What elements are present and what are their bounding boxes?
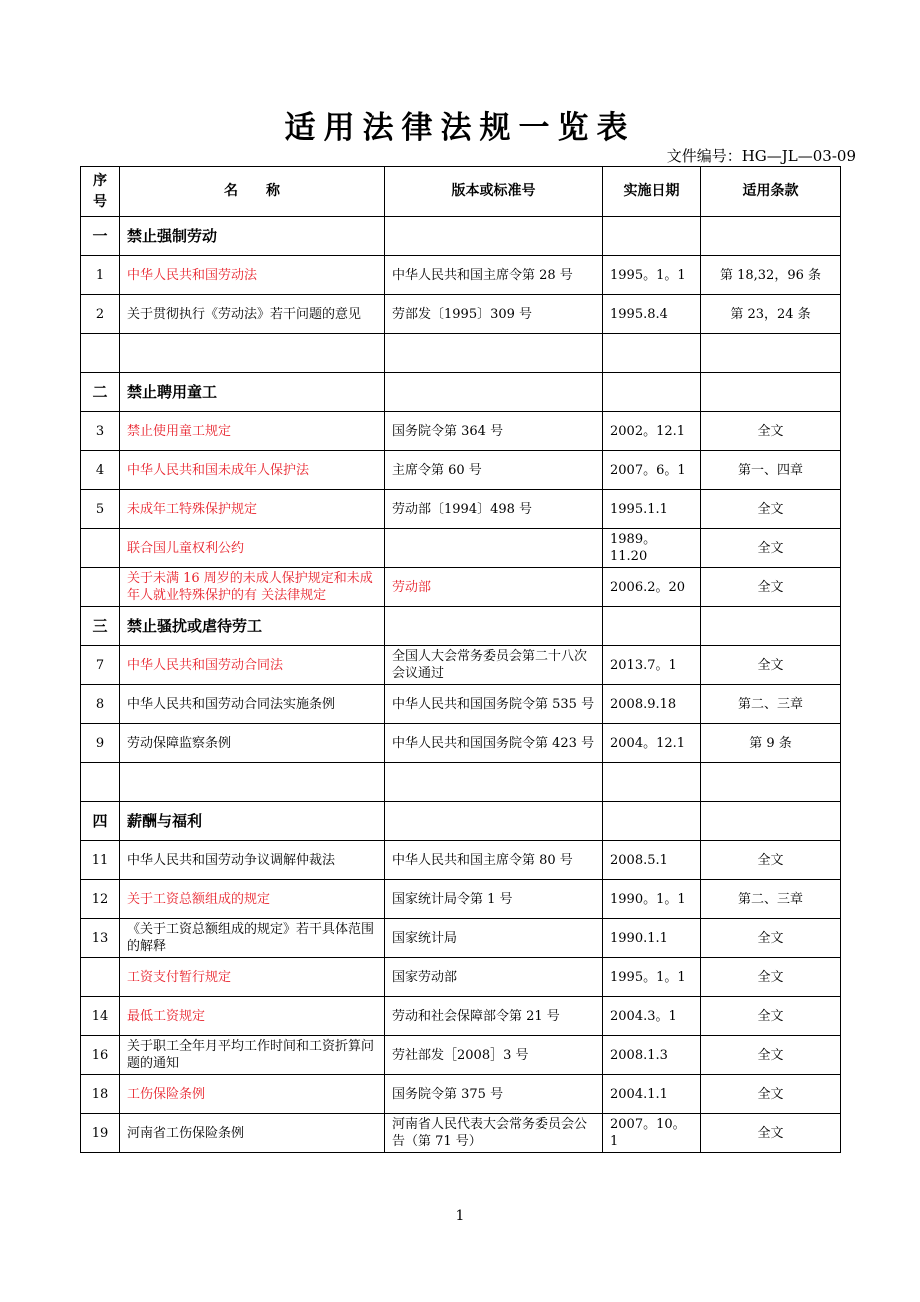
cell-date (603, 763, 701, 802)
table-row (81, 256, 841, 295)
cell-name: 《关于工资总额组成的规定》若干具体范围的解释 (120, 919, 385, 958)
cell-seq: 4 (81, 451, 120, 490)
cell-name: 禁止强制劳动 (120, 217, 385, 256)
cell-clause: 全文 (701, 997, 841, 1036)
cell-clause: 第 9 条 (701, 724, 841, 763)
cell-name: 禁止使用童工规定 (120, 412, 385, 451)
cell-date (603, 802, 701, 841)
cell-clause: 全文 (701, 841, 841, 880)
cell-date: 1995。1。1 (603, 958, 701, 997)
cell-name: 禁止骚扰或虐待劳工 (120, 607, 385, 646)
cell-clause: 第二、三章 (701, 685, 841, 724)
cell-name: 中华人民共和国未成年人保护法 (120, 451, 385, 490)
cell-version: 劳社部发［2008］3 号 (385, 1036, 603, 1075)
table-row (81, 1114, 841, 1153)
cell-date (603, 607, 701, 646)
cell-seq: 3 (81, 412, 120, 451)
cell-version: 中华人民共和国国务院令第 423 号 (385, 724, 603, 763)
cell-date (603, 373, 701, 412)
cell-clause (701, 607, 841, 646)
cell-clause: 全文 (701, 1114, 841, 1153)
cell-clause: 第一、四章 (701, 451, 841, 490)
cell-seq: 14 (81, 997, 120, 1036)
cell-seq: 19 (81, 1114, 120, 1153)
cell-version: 中华人民共和国主席令第 28 号 (385, 256, 603, 295)
cell-version: 劳动部 (385, 568, 603, 607)
cell-name: 最低工资规定 (120, 997, 385, 1036)
cell-date: 2002。12.1 (603, 412, 701, 451)
table-row (81, 997, 841, 1036)
cell-seq: 9 (81, 724, 120, 763)
cell-version: 国家统计局令第 1 号 (385, 880, 603, 919)
cell-date: 2008.9.18 (603, 685, 701, 724)
cell-clause: 全文 (701, 568, 841, 607)
cell-seq: 四 (81, 802, 120, 841)
cell-version (385, 607, 603, 646)
section-row (81, 373, 841, 412)
cell-version (385, 217, 603, 256)
cell-version: 劳动部〔1994〕498 号 (385, 490, 603, 529)
cell-clause (701, 217, 841, 256)
cell-clause: 全文 (701, 958, 841, 997)
header-clause: 适用条款 (701, 167, 841, 217)
table-row (81, 490, 841, 529)
table-row (81, 295, 841, 334)
cell-clause: 全文 (701, 412, 841, 451)
cell-seq: 7 (81, 646, 120, 685)
cell-seq (81, 763, 120, 802)
cell-date (603, 217, 701, 256)
cell-name: 关于职工全年月平均工作时间和工资折算问题的通知 (120, 1036, 385, 1075)
cell-date: 2008.5.1 (603, 841, 701, 880)
cell-clause: 第二、三章 (701, 880, 841, 919)
cell-seq: 5 (81, 490, 120, 529)
cell-version: 国家统计局 (385, 919, 603, 958)
cell-seq (81, 958, 120, 997)
table-row (81, 880, 841, 919)
cell-date: 1990。1。1 (603, 880, 701, 919)
cell-seq (81, 529, 120, 568)
cell-clause (701, 802, 841, 841)
table-row (81, 412, 841, 451)
cell-name: 中华人民共和国劳动争议调解仲裁法 (120, 841, 385, 880)
table-row (81, 763, 841, 802)
cell-version: 劳部发〔1995〕309 号 (385, 295, 603, 334)
header-version: 版本或标准号 (385, 167, 603, 217)
cell-name: 关于贯彻执行《劳动法》若干问题的意见 (120, 295, 385, 334)
cell-name: 中华人民共和国劳动合同法 (120, 646, 385, 685)
cell-name: 关于工资总额组成的规定 (120, 880, 385, 919)
cell-seq: 三 (81, 607, 120, 646)
table-row (81, 724, 841, 763)
header-name: 名 称 (120, 167, 385, 217)
table-row (81, 529, 841, 568)
cell-clause (701, 373, 841, 412)
cell-version: 河南省人民代表大会常务委员会公告（第 71 号） (385, 1114, 603, 1153)
cell-date: 1990.1.1 (603, 919, 701, 958)
cell-clause: 第 18,32，96 条 (701, 256, 841, 295)
cell-version (385, 763, 603, 802)
cell-seq: 12 (81, 880, 120, 919)
cell-clause: 全文 (701, 646, 841, 685)
cell-version (385, 529, 603, 568)
table-row (81, 568, 841, 607)
header-seq: 序号 (81, 167, 120, 217)
cell-clause: 全文 (701, 919, 841, 958)
cell-version: 国务院令第 375 号 (385, 1075, 603, 1114)
table-row (81, 1036, 841, 1075)
cell-version: 全国人大会常务委员会第二十八次会议通过 (385, 646, 603, 685)
cell-name (120, 763, 385, 802)
cell-clause: 全文 (701, 1075, 841, 1114)
cell-date: 1989。11.20 (603, 529, 701, 568)
section-row (81, 802, 841, 841)
table-row (81, 841, 841, 880)
cell-name: 工伤保险条例 (120, 1075, 385, 1114)
section-row (81, 217, 841, 256)
cell-name: 河南省工伤保险条例 (120, 1114, 385, 1153)
cell-name: 禁止聘用童工 (120, 373, 385, 412)
cell-date: 2007。10。1 (603, 1114, 701, 1153)
cell-seq: 一 (81, 217, 120, 256)
cell-date (603, 334, 701, 373)
cell-version: 国务院令第 364 号 (385, 412, 603, 451)
cell-version: 劳动和社会保障部令第 21 号 (385, 997, 603, 1036)
cell-seq: 二 (81, 373, 120, 412)
cell-date: 1995。1。1 (603, 256, 701, 295)
cell-date: 2004。12.1 (603, 724, 701, 763)
cell-version (385, 373, 603, 412)
cell-name: 中华人民共和国劳动合同法实施条例 (120, 685, 385, 724)
table-row (81, 919, 841, 958)
cell-date: 2007。6。1 (603, 451, 701, 490)
header-date: 实施日期 (603, 167, 701, 217)
cell-date: 2013.7。1 (603, 646, 701, 685)
cell-seq (81, 334, 120, 373)
cell-clause (701, 334, 841, 373)
table-row (81, 646, 841, 685)
table-header-row (81, 167, 841, 217)
cell-clause: 第 23，24 条 (701, 295, 841, 334)
cell-name: 工资支付暂行规定 (120, 958, 385, 997)
cell-name: 中华人民共和国劳动法 (120, 256, 385, 295)
cell-seq: 2 (81, 295, 120, 334)
section-row (81, 607, 841, 646)
cell-version: 中华人民共和国国务院令第 535 号 (385, 685, 603, 724)
document-number: 文件编号：HG—JL—03-09 (666, 147, 856, 165)
cell-date: 2004.1.1 (603, 1075, 701, 1114)
cell-date: 1995.1.1 (603, 490, 701, 529)
cell-name: 劳动保障监察条例 (120, 724, 385, 763)
cell-seq: 16 (81, 1036, 120, 1075)
cell-seq (81, 568, 120, 607)
cell-date: 2008.1.3 (603, 1036, 701, 1075)
cell-name: 联合国儿童权利公约 (120, 529, 385, 568)
cell-seq: 11 (81, 841, 120, 880)
cell-version: 中华人民共和国主席令第 80 号 (385, 841, 603, 880)
cell-seq: 18 (81, 1075, 120, 1114)
cell-date: 1995.8.4 (603, 295, 701, 334)
table-row (81, 451, 841, 490)
cell-name: 薪酬与福利 (120, 802, 385, 841)
cell-version: 主席令第 60 号 (385, 451, 603, 490)
table-row (81, 958, 841, 997)
cell-name: 关于未满 16 周岁的未成人保护规定和未成年人就业特殊保护的有 关法律规定 (120, 568, 385, 607)
cell-clause: 全文 (701, 1036, 841, 1075)
cell-seq: 1 (81, 256, 120, 295)
cell-name: 未成年工特殊保护规定 (120, 490, 385, 529)
cell-version (385, 802, 603, 841)
cell-clause: 全文 (701, 490, 841, 529)
cell-name (120, 334, 385, 373)
page-title: 适用法律法规一览表 (284, 110, 636, 146)
cell-seq: 8 (81, 685, 120, 724)
cell-date: 2006.2。20 (603, 568, 701, 607)
cell-clause (701, 763, 841, 802)
law-table (80, 166, 841, 1153)
table-row (81, 1075, 841, 1114)
cell-date: 2004.3。1 (603, 997, 701, 1036)
cell-seq: 13 (81, 919, 120, 958)
cell-clause: 全文 (701, 529, 841, 568)
page-number: 1 (455, 1208, 465, 1224)
table-row (81, 685, 841, 724)
cell-version: 国家劳动部 (385, 958, 603, 997)
table-row (81, 334, 841, 373)
cell-version (385, 334, 603, 373)
